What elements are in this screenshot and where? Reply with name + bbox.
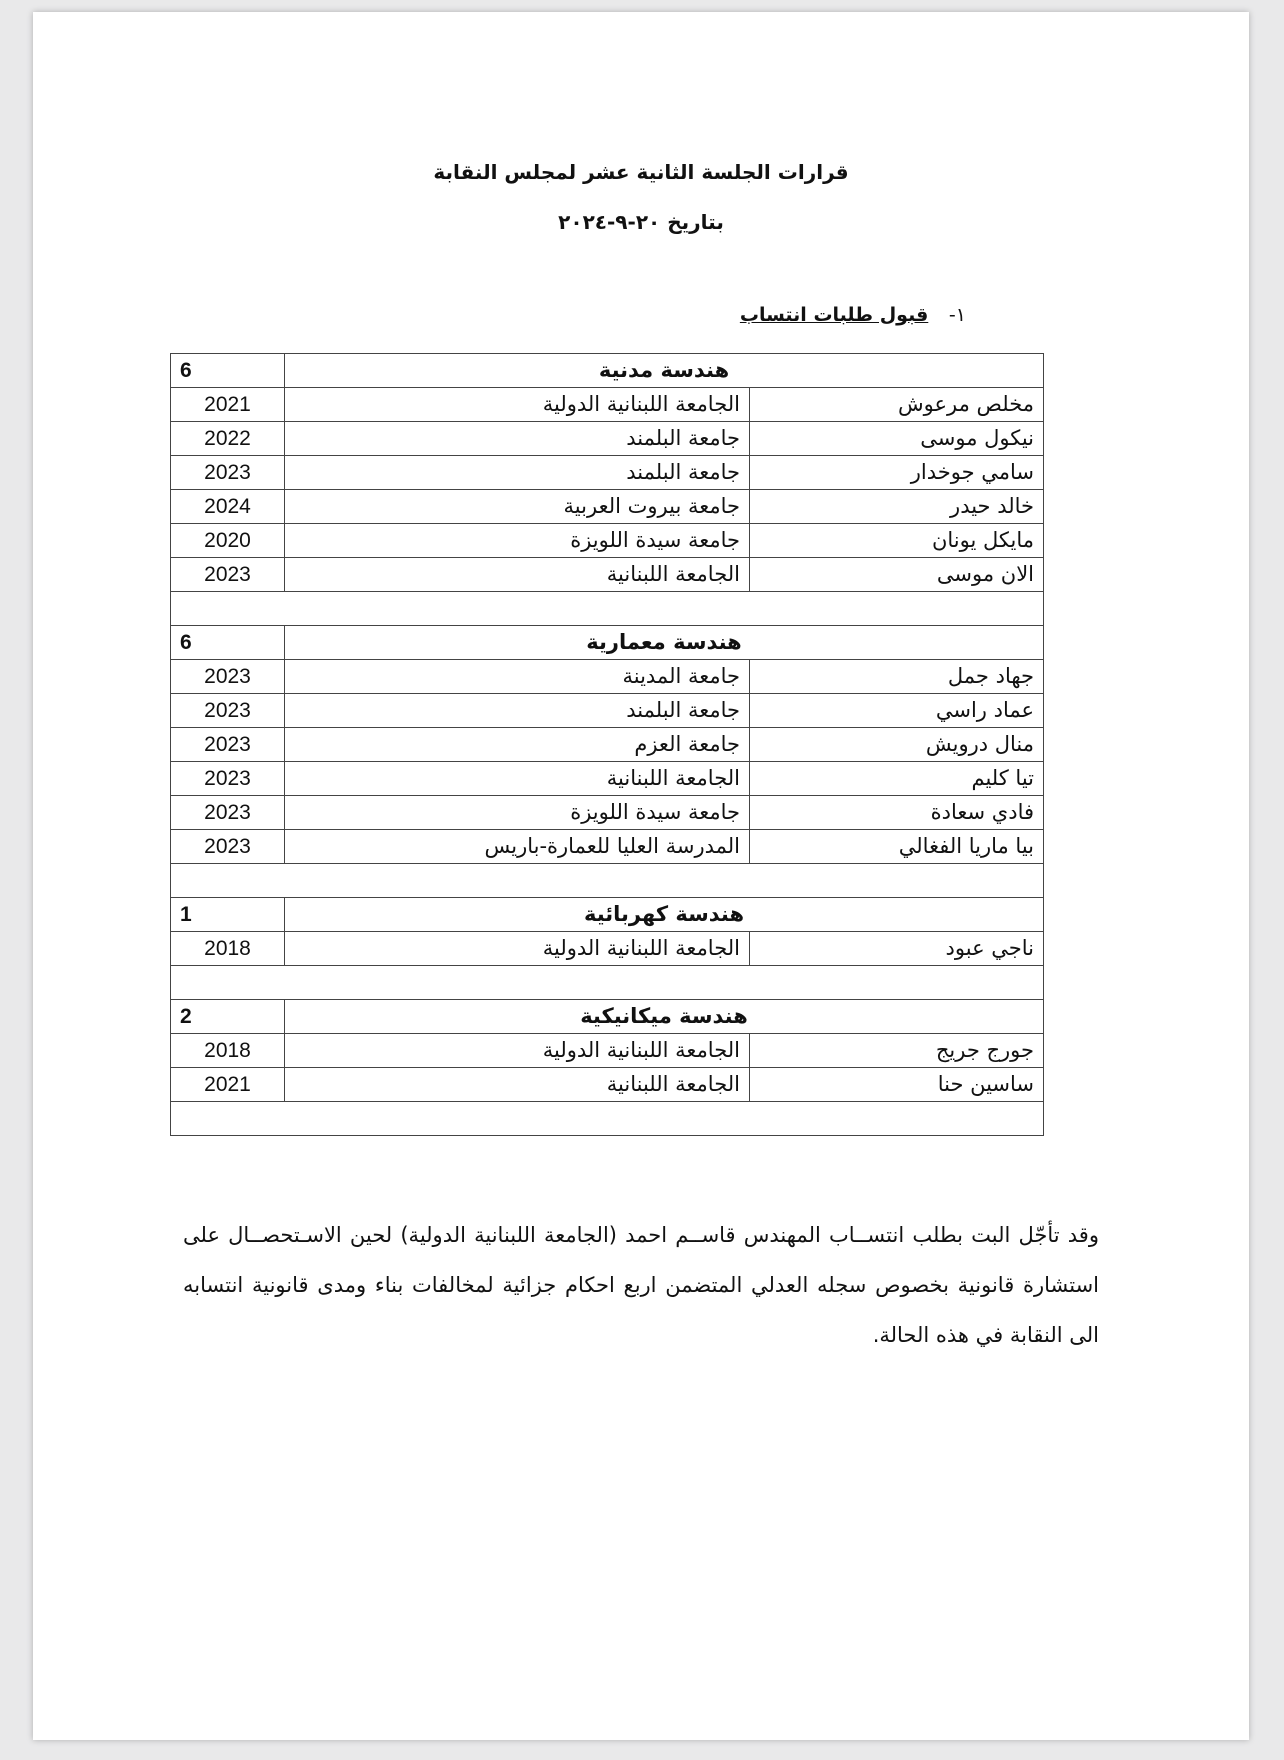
engineer-name: جورج جريج [750,1034,1044,1068]
graduation-year: 2022 [171,422,285,456]
spacer-cell [171,864,1044,898]
university-name: جامعة بيروت العربية [285,490,750,524]
university-name: جامعة العزم [285,728,750,762]
table-row [171,422,1044,456]
document-date: بتاريخ ٢٠-٩-٢٠٢٤ [558,210,724,234]
graduation-year: 2023 [171,728,285,762]
table-row [171,796,1044,830]
engineer-name: جهاد جمل [750,660,1044,694]
department-count: 6 [171,354,285,388]
graduation-year: 2024 [171,490,285,524]
table-row [171,388,1044,422]
spacer-row [171,864,1044,898]
engineer-name: تيا كليم [750,762,1044,796]
university-name: الجامعة اللبنانية [285,558,750,592]
department-name: هندسة كهربائية [285,898,1044,932]
department-name: هندسة مدنية [285,354,1044,388]
department-name: هندسة ميكانيكية [285,1000,1044,1034]
table-row [171,1034,1044,1068]
table-row [171,1068,1044,1102]
deferral-note: وقد تأجّل البت بطلب انتســاب المهندس قاســم احمد (الجامعة اللبنانية الدولية) لحين الاسـتحصــال على استشارة قانونية بخصوص سجله العدلي المتضمن اربع احكام جزائية لمخالفات بناء ومدى قانونية انتسابه الى النقابة في هذه الحالة. [183,1223,1099,1347]
spacer-row [171,592,1044,626]
engineer-name: سامي جوخدار [750,456,1044,490]
engineer-name: فادي سعادة [750,796,1044,830]
graduation-year: 2023 [171,456,285,490]
graduation-year: 2023 [171,558,285,592]
engineer-name: بيا ماريا الفغالي [750,830,1044,864]
engineer-name: ساسين حنا [750,1068,1044,1102]
university-name: الجامعة اللبنانية [285,1068,750,1102]
university-name: جامعة سيدة اللويزة [285,796,750,830]
university-name: جامعة المدينة [285,660,750,694]
engineer-name: خالد حيدر [750,490,1044,524]
table-row [171,524,1044,558]
university-name: جامعة البلمند [285,422,750,456]
engineer-name: مخلص مرعوش [750,388,1044,422]
graduation-year: 2021 [171,1068,285,1102]
department-header-row [171,1000,1044,1034]
graduation-year: 2023 [171,762,285,796]
section-heading [740,304,966,326]
table-row [171,762,1044,796]
table-row [171,694,1044,728]
department-header-row [171,354,1044,388]
department-header-row [171,898,1044,932]
spacer-row [171,966,1044,1000]
engineer-name: ناجي عبود [750,932,1044,966]
spacer-cell [171,1102,1044,1136]
graduation-year: 2018 [171,1034,285,1068]
section-number: ١- [948,304,966,326]
document-page [33,12,1249,1740]
department-count: 1 [171,898,285,932]
graduation-year: 2021 [171,388,285,422]
university-name: جامعة البلمند [285,694,750,728]
university-name: الجامعة اللبنانية الدولية [285,1034,750,1068]
graduation-year: 2023 [171,830,285,864]
university-name: المدرسة العليا للعمارة-باريس [285,830,750,864]
graduation-year: 2023 [171,796,285,830]
table-row [171,660,1044,694]
department-count: 6 [171,626,285,660]
department-name: هندسة معمارية [285,626,1044,660]
table-row [171,558,1044,592]
university-name: الجامعة اللبنانية الدولية [285,932,750,966]
university-name: جامعة سيدة اللويزة [285,524,750,558]
membership-table [170,353,1044,1136]
graduation-year: 2020 [171,524,285,558]
engineer-name: نيكول موسى [750,422,1044,456]
table-row [171,932,1044,966]
engineer-name: مايكل يونان [750,524,1044,558]
engineer-name: عماد راسي [750,694,1044,728]
department-count: 2 [171,1000,285,1034]
graduation-year: 2023 [171,694,285,728]
table-row [171,490,1044,524]
spacer-cell [171,966,1044,1000]
table-row [171,830,1044,864]
engineer-name: الان موسى [750,558,1044,592]
university-name: الجامعة اللبنانية [285,762,750,796]
table-row [171,456,1044,490]
university-name: الجامعة اللبنانية الدولية [285,388,750,422]
engineer-name: منال درويش [750,728,1044,762]
spacer-cell [171,592,1044,626]
section-title: قبول طلبات انتساب [739,304,929,326]
table-row [171,728,1044,762]
document-title: قرارات الجلسة الثانية عشر لمجلس النقابة [433,160,849,184]
graduation-year: 2023 [171,660,285,694]
department-header-row [171,626,1044,660]
spacer-row [171,1102,1044,1136]
university-name: جامعة البلمند [285,456,750,490]
graduation-year: 2018 [171,932,285,966]
